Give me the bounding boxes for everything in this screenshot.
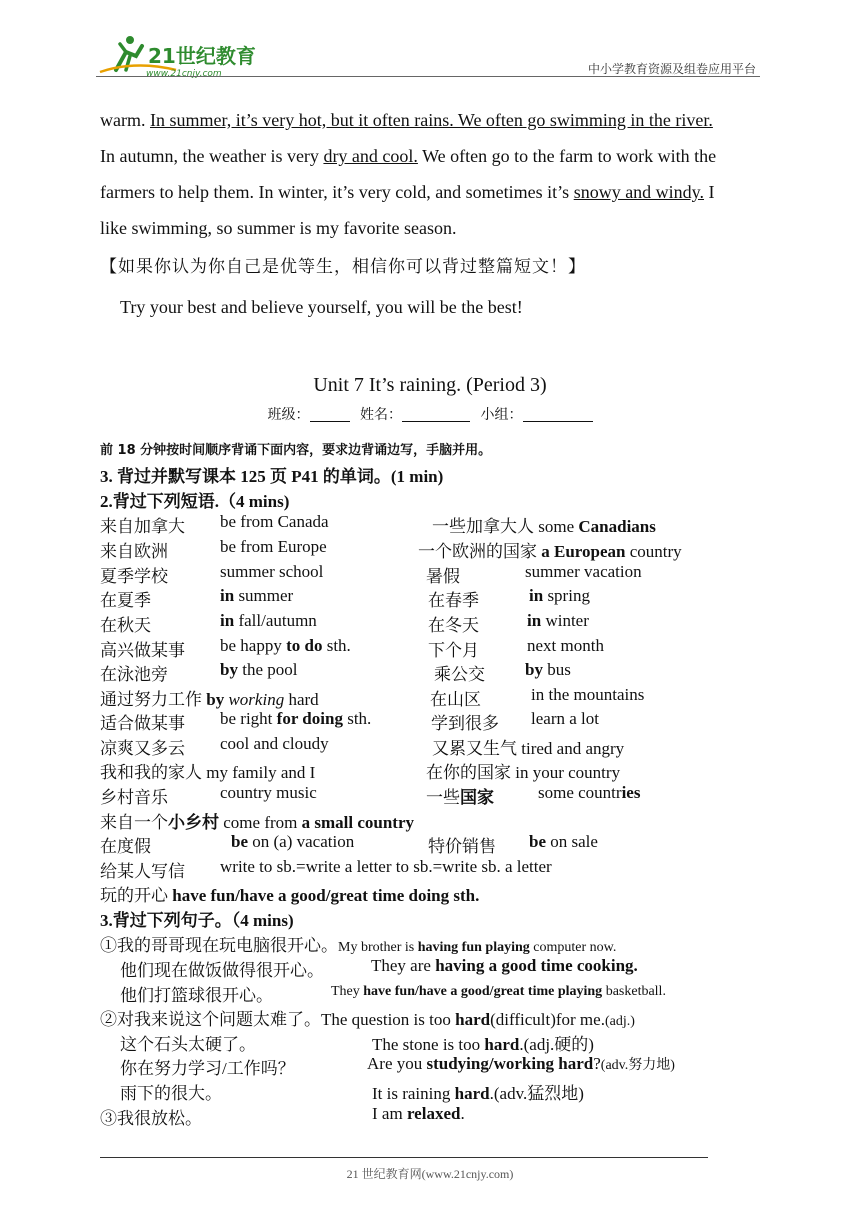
svg-text:21世纪教育: 21世纪教育 <box>148 44 256 68</box>
sentence-en: It is raining hard.(adv.猛烈地) <box>372 1084 584 1103</box>
phrase-cn: 在秋天 <box>100 616 151 635</box>
phrase-en: in the mountains <box>531 685 645 704</box>
phrase-en: cool and cloudy <box>220 734 329 753</box>
sentence-en: I am relaxed. <box>372 1104 465 1123</box>
phrase-en: be from Canada <box>220 512 329 531</box>
sentence-row <box>0 1054 860 1078</box>
passage-text: We often go to the farm to work with the <box>417 146 717 166</box>
phrase-pair: 一些加拿大人 some Canadians <box>432 517 656 536</box>
class-info-line <box>0 404 860 424</box>
passage-line-3 <box>100 174 715 210</box>
site-logo <box>96 30 266 80</box>
phrase-en: in summer <box>220 586 294 605</box>
passage-text: I <box>704 182 715 202</box>
hint-text: 【如果你认为你自己是优等生，相信你可以背过整篇短文！】 <box>100 257 586 277</box>
phrase-row <box>0 611 860 635</box>
phrase-row <box>0 709 860 733</box>
passage-line-2 <box>100 138 716 174</box>
phrase-en: in spring <box>529 586 590 605</box>
phrase-cn: 在夏季 <box>100 591 151 610</box>
phrase-cn: 给某人写信 <box>100 862 185 881</box>
phrase-en: learn a lot <box>531 709 599 728</box>
phrase-en: be right for doing sth. <box>220 709 372 728</box>
svg-text:www.21cnjy.com: www.21cnjy.com <box>146 69 222 79</box>
phrase-pair: 玩的开心 have fun/have a good/great time doing sth. <box>100 886 480 905</box>
phrase-row <box>0 586 860 610</box>
passage-text: In autumn, the weather is very <box>100 146 324 166</box>
group-blank[interactable] <box>523 407 593 422</box>
phrase-cn: 来自欧洲 <box>100 542 168 561</box>
phrase-row <box>0 832 860 856</box>
section-heading-sentences: 3.背过下列句子。（4 mins) <box>100 911 294 930</box>
passage-text: farmers to help them. In winter, it’s very cold, and sometimes it’s <box>100 182 574 202</box>
phrase-en: by bus <box>525 660 571 679</box>
sentence-en: Are you studying/working hard?(adv.努力地) <box>367 1054 675 1073</box>
sentence-row <box>0 1104 860 1128</box>
phrase-row <box>0 685 860 709</box>
sentence-row <box>0 1079 860 1103</box>
section-heading-phrases: 2.背过下列短语.（4 mins) <box>100 492 290 511</box>
passage-underlined-text: In summer, it’s very hot, but it often rains. We often go swimming in the river. <box>149 110 713 130</box>
sentence-cn: 他们现在做饭做得很开心。 <box>120 961 324 980</box>
group-label: 小组： <box>480 408 523 423</box>
phrase-row <box>0 881 860 905</box>
phrase-row <box>0 857 860 881</box>
passage-underlined-text: dry and cool. <box>323 146 418 166</box>
phrase-cn: 特价销售 <box>428 837 496 856</box>
passage-line-4: like swimming, so summer is my favorite season. <box>100 218 457 238</box>
phrase-pair: 我和我的家人 my family and I <box>100 763 316 782</box>
sentence-cn: 这个石头太硬了。 <box>120 1035 256 1054</box>
phrase-cn: 夏季学校 <box>100 567 168 586</box>
sentence-row <box>0 956 860 980</box>
phrase-cn: 在泳池旁 <box>100 665 168 684</box>
section-heading-words: 3. 背过并默写课本 125 页 P41 的单词。(1 min) <box>100 467 444 486</box>
phrase-en: country music <box>220 783 317 802</box>
phrase-row <box>0 734 860 758</box>
passage-underlined-text: snowy and windy. <box>573 182 705 202</box>
phrase-cn: 下个月 <box>428 641 479 660</box>
phrase-cn: 凉爽又多云 <box>100 739 185 758</box>
class-label: 班级： <box>267 408 310 423</box>
phrase-row <box>0 636 860 660</box>
sentence-cn: ③我很放松。 <box>100 1109 202 1128</box>
phrase-cn: 学到很多 <box>431 714 499 733</box>
phrase-row <box>0 537 860 561</box>
class-blank[interactable] <box>310 407 350 422</box>
sentence-row <box>0 931 860 955</box>
header-platform-text: 中小学教育资源及组卷应用平台 <box>587 62 756 76</box>
phrase-pair: 又累又生气 tired and angry <box>432 739 625 758</box>
sentence: ①我的哥哥现在玩电脑很开心。My brother is having fun playing computer now. <box>100 936 617 955</box>
phrase-en: in fall/autumn <box>220 611 317 630</box>
phrase-cn: 在度假 <box>100 837 151 856</box>
phrase-cn: 高兴做某事 <box>100 641 185 660</box>
phrase-row <box>0 660 860 684</box>
phrase-en: be from Europe <box>220 537 327 556</box>
phrase-en: write to sb.=write a letter to sb.=write sb. a letter <box>220 857 552 876</box>
name-blank[interactable] <box>402 407 470 422</box>
unit-title: Unit 7 It’s raining. (Period 3) <box>313 374 547 396</box>
phrase-cn: 暑假 <box>426 567 460 586</box>
sentence-row <box>0 1030 860 1054</box>
phrase-row <box>0 808 860 832</box>
phrase-cn: 适合做某事 <box>100 714 185 733</box>
phrase-cn: 在冬天 <box>428 616 479 635</box>
sentence-cn: 你在努力学习/工作吗？ <box>120 1059 295 1078</box>
phrase-en: be happy to do sth. <box>220 636 351 655</box>
phrase-cn: 在春季 <box>428 591 479 610</box>
phrase-cn: 来自加拿大 <box>100 517 185 536</box>
phrase-row <box>0 562 860 586</box>
phrase-en: summer vacation <box>525 562 642 581</box>
phrase-pair: 在你的国家 in your country <box>426 763 621 782</box>
phrase-cn: 乘公交 <box>434 665 485 684</box>
sentence-en: They are having a good time cooking. <box>371 956 638 975</box>
instruction-text: 前 18 分钟按时间顺序背诵下面内容，要求边背诵边写，手脑并用。 <box>100 443 492 458</box>
footer-text: 21 世纪教育网(www.21cnjy.com) <box>346 1167 514 1181</box>
sentence-en: They have fun/have a good/great time playing basketball. <box>331 984 666 999</box>
header-divider <box>96 76 760 77</box>
phrase-en: summer school <box>220 562 324 581</box>
phrase-en: some countries <box>538 783 641 802</box>
phrase-en: be on (a) vacation <box>231 832 355 851</box>
motto-text: Try your best and believe yourself, you will be the best! <box>120 297 523 317</box>
phrase-pair: 通过努力工作 by working hard <box>100 690 319 709</box>
sentence-en: The stone is too hard.(adj.硬的) <box>372 1035 594 1054</box>
footer-divider <box>100 1157 708 1158</box>
phrase-en: in winter <box>527 611 589 630</box>
sentence-cn: 他们打篮球很开心。 <box>120 986 273 1005</box>
passage-text: warm. <box>100 110 150 130</box>
phrase-pair: 一个欧洲的国家 a European country <box>418 542 682 561</box>
sentence-row <box>0 1005 860 1029</box>
phrase-cn: 在山区 <box>430 690 481 709</box>
phrase-row <box>0 783 860 807</box>
phrase-en: by the pool <box>220 660 298 679</box>
passage-line-1 <box>100 102 713 138</box>
name-label: 姓名： <box>360 408 402 423</box>
phrase-row <box>0 758 860 782</box>
phrase-cn: 乡村音乐 <box>100 788 168 807</box>
phrase-row <box>0 512 860 536</box>
phrase-cn: 一些国家 <box>426 788 494 807</box>
phrase-pair: 来自一个小乡村 come from a small country <box>100 813 414 832</box>
sentence: ②对我来说这个问题太难了。The question is too hard(difficult)for me.(adj.) <box>100 1010 635 1029</box>
phrase-en: be on sale <box>529 832 598 851</box>
sentence-cn: 雨下的很大。 <box>120 1084 222 1103</box>
sentence-row <box>0 981 860 1005</box>
phrase-en: next month <box>527 636 604 655</box>
